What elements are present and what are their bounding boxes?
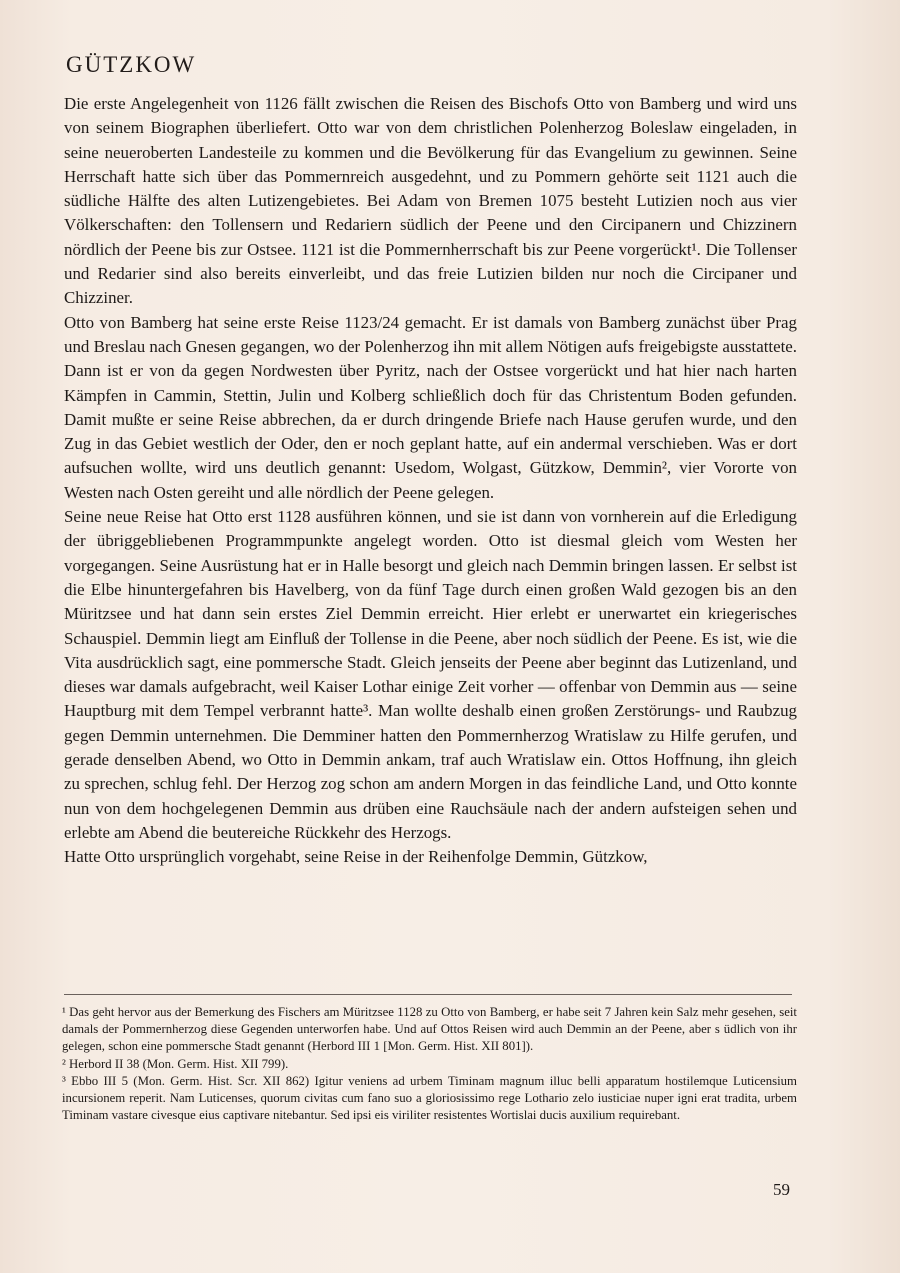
paragraph: Die erste Angelegenheit von 1126 fällt zwischen die Reisen des Bischofs Otto von Bamberg und wird uns von seinem Biographen überliefert. Otto war von dem christlichen Polenherzog Boleslaw eingeladen, in seine neueroberten Landesteile zu kommen und die Bevölkerung für das Evangelium zu gewinnen. Seine Herrschaft hatte sich über das Pommernreich ausgedehnt, und zu Pommern gehörte seit 1121 auch die südliche Hälfte des alten Lutizengebietes. Bei Adam von Bremen 1075 besteht Lutizien noch aus vier Völkerschaften: den Tollensern und Redariern südlich der Peene und den Circipanern und Chizzinern nördlich der Peene bis zur Ostsee. 1121 ist die Pommernherrschaft bis zur Peene vorgerückt¹. Die Tollenser und Redarier sind also bereits einverleibt, und das freie Lutizien bilden nur noch die Circipaner und Chizziner. xyxy=(64,94,797,308)
footnote: ² Herbord II 38 (Mon. Germ. Hist. XII 799). xyxy=(62,1056,289,1071)
page-number: 59 xyxy=(773,1180,790,1199)
chapter-heading: GÜTZKOW xyxy=(66,52,197,77)
paragraph: Hatte Otto ursprünglich vorgehabt, seine Reise in der Reihenfolge Demmin, Gützkow, xyxy=(64,847,648,867)
footnote-divider xyxy=(64,994,792,995)
footnote: ¹ Das geht hervor aus der Bemerkung des Fischers am Müritzsee 1128 zu Otto von Bamberg, er habe seit 7 Jahren kein Salz mehr gesehen, seit damals der Pommernherzog diese Gegenden unterworfen habe. Und auf Ottos Reisen wird auch Demmin an der Peene, aber s üdlich von ihr gelegen, schon eine pommersche Stadt genannt (Herbord III 1 [Mon. Germ. Hist. XII 801]). xyxy=(62,1005,797,1054)
main-text xyxy=(64,92,797,870)
footnotes xyxy=(62,1004,797,1124)
footnote: ³ Ebbo III 5 (Mon. Germ. Hist. Scr. XII 862) Igitur veniens ad urbem Timinam magnum illuc belli apparatum hostilemque Luticensium incursionem reperit. Nam Luticenses, quorum civitas cum fano suo a gloriosissimo rege Lothario zelo iusticiae nuper igni erat tradita, urbem Timinam vastare civesque eius captivare nitebantur. Sed ipsi eis viriliter resistentes Wortislai ducis auxilium requirebant. xyxy=(62,1073,797,1123)
paragraph: Otto von Bamberg hat seine erste Reise 1123/24 gemacht. Er ist damals von Bamberg zunächst über Prag und Breslau nach Gnesen gegangen, wo der Polenherzog ihn mit allem Nötigen aufs freigebigste ausstattete. Dann ist er von da gegen Nordwesten über Pyritz, nach der Ostsee vorgerückt und hat hier nach harten Kämpfen in Cammin, Stettin, Julin und Kolberg schließlich doch für das Christentum Boden gefunden. Damit mußte er seine Reise abbrechen, da er durch dringende Briefe nach Hause gerufen wurde, und den Zug in das Gebiet westlich der Oder, den er noch geplant hatte, auf ein andermal verschieben. Was er dort aufsuchen wollte, wird uns deutlich genannt: Usedom, Wolgast, Gützkow, Demmin², vier Vororte von Westen nach Osten gereiht und alle nördlich der Peene gelegen. xyxy=(64,312,797,502)
paragraph: Seine neue Reise hat Otto erst 1128 ausführen können, und sie ist dann von vornherein auf die Erledigung der übriggebliebenen Programmpunkte angelegt worden. Otto ist diesmal gleich vom Westen her vorgegangen. Seine Ausrüstung hat er in Halle besorgt und gleich nach Demmin bringen lassen. Er selbst ist die Elbe hinuntergefahren bis Havelberg, von da fünf Tage durch einen großen Wald gezogen bis an den Müritzsee und hat dann sein erstes Ziel Demmin erreicht. Hier erlebt er unerwartet ein kriegerisches Schauspiel. Demmin liegt am Einfluß der Tollense in die Peene, aber noch südlich der Peene. Es ist, wie die Vita ausdrücklich sagt, eine pommersche Stadt. Gleich jenseits der Peene aber beginnt das Lutizenland, und dieses war damals aufgebracht, weil Kaiser Lothar einige Zeit vorher — offenbar von Demmin aus — seine Hauptburg mit dem Tempel verbrannt hatte³. Man wollte deshalb einen großen Zerstörungs- und Raubzug gegen Demmin unternehmen. Die Demminer hatten den Pommernherzog Wratislaw zu Hilfe gerufen, und gerade denselben Abend, wo Otto in Demmin ankam, traf auch Wratislaw ein. Ottos Hoffnung, ihn gleich zu sprechen, schlug fehl. Der Herzog zog schon am andern Morgen in das feindliche Land, und Otto konnte nun von dem hochgelegenen Demmin aus drüben eine Rauchsäule nach der andern aufsteigen sehen und erlebte am Abend die beutereiche Rückkehr des Herzogs. xyxy=(64,507,797,842)
